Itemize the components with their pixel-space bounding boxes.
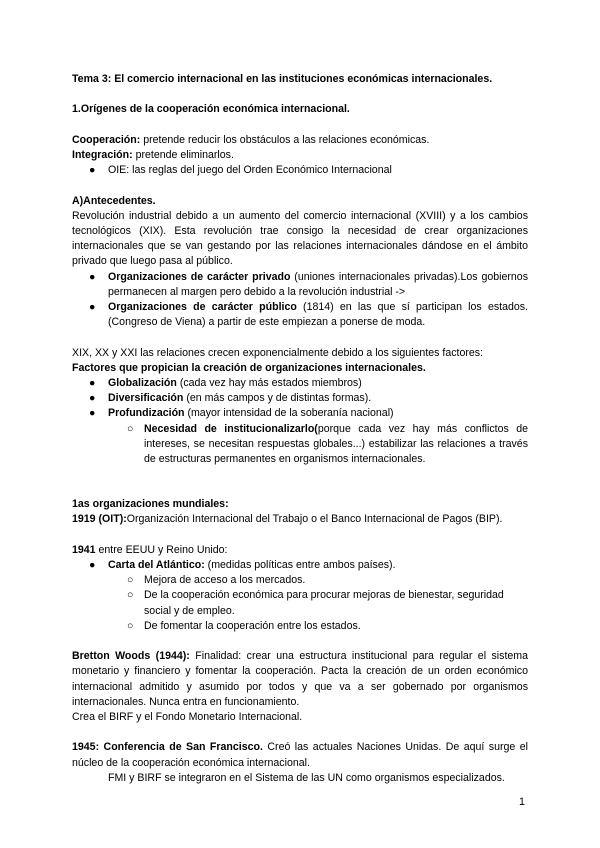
- list-item: [72, 163, 528, 178]
- definition-text: pretende reducir los obstáculos a las relaciones económicas.: [140, 133, 430, 146]
- sub-list-item: [72, 573, 528, 588]
- paragraph-san-francisco: [72, 740, 528, 770]
- list-item-bold: Profundización: [108, 407, 185, 420]
- entry-text: Organización Internacional del Trabajo o el Banco Internacional de Pagos (BIP).: [126, 513, 503, 526]
- factores-intro: XIX, XX y XXI las relaciones crecen exponencialmente debido a los siguientes factores:: [72, 346, 484, 359]
- list-item-text: (mayor intensidad de la soberanía nacional): [184, 407, 394, 420]
- list-item-text: (uniones internacionales privadas).Los gobiernos permanecen al margen pero debido a la revolución industrial ->: [108, 270, 528, 298]
- bullet-icon: ●: [89, 377, 96, 389]
- list-item-bold: Globalización: [108, 377, 177, 389]
- entry-1919: [72, 512, 528, 527]
- list-item: [72, 270, 528, 300]
- sub-list-item: [72, 422, 528, 468]
- hollow-bullet-icon: ○: [127, 574, 134, 587]
- section-heading-origins: 1.Orígenes de la cooperación económica internacional.: [72, 103, 350, 116]
- bullet-icon: ●: [89, 392, 96, 405]
- heading-antecedentes: A)Antecedentes.: [72, 194, 156, 207]
- paragraph-text: Finalidad: crear una estructura institucional para regular el sistema monetario y financiero y fomentar la cooperación. Pacta la creación de un orden económico internacional admitido y asumido por todos y que va a ser gobernado por organismos internacionales. Nunca entra en funcionamiento.: [72, 650, 528, 708]
- list-item-bold: Necesidad de institucionalizarlo(: [144, 422, 318, 435]
- list-item: [72, 558, 528, 573]
- list-item-bold: Organizaciones de carácter privado: [108, 270, 291, 283]
- definition-integracion: [72, 148, 528, 163]
- hollow-bullet-icon: ○: [127, 589, 134, 602]
- year-1919: 1919 (OIT):: [72, 513, 127, 526]
- bretton-woods-label: Bretton Woods (1944):: [72, 650, 190, 663]
- san-francisco-line2: FMI y BIRF se integraron en el Sistema de las UN como organismos especializados.: [108, 771, 505, 784]
- paragraph-antecedentes: Revolución industrial debido a un aumento del comercio internacional (XVIII) y a los cambios tecnológicos (XIX). Esta revolución trae consigo la necesidad de crear organizaciones internacionales que se van gestando por las relaciones internacionales dándose en el ámbito privado que luego pasa al público.: [72, 209, 528, 268]
- bretton-woods-line2: Crea el BIRF y el Fondo Monetario Internacional.: [72, 711, 303, 724]
- list-item-bold: Organizaciones de carácter público: [108, 301, 297, 313]
- san-francisco-label: 1945: Conferencia de San Francisco.: [72, 741, 263, 754]
- antecedentes-list: [72, 270, 528, 331]
- bullet-icon: ●: [89, 164, 96, 177]
- list-item-text: OIE: las reglas del juego del Orden Económico Internacional: [108, 164, 392, 177]
- list-item-text: De la cooperación económica para procurar mejoras de bienestar, seguridad social y de empleo.: [144, 589, 504, 617]
- list-item-text: Mejora de acceso a los mercados.: [144, 574, 306, 587]
- carta-list: [72, 558, 528, 634]
- oie-list: [72, 163, 528, 178]
- entry-text: entre EEUU y Reino Unido:: [95, 543, 228, 556]
- list-item: [72, 376, 528, 391]
- page-number: 1: [519, 796, 525, 808]
- term-integracion: Integración:: [72, 148, 133, 161]
- heading-factores: Factores que propician la creación de organizaciones internacionales.: [72, 361, 426, 374]
- list-item-text: porque cada vez hay más conflictos de intereses, se necesitan respuestas globales...) estabilizar las relaciones a través de estructuras permanentes en organismos internacionales.: [144, 422, 528, 466]
- list-item-text: De fomentar la cooperación entre los estados.: [144, 619, 361, 632]
- list-item-text: (cada vez hay más estados miembros): [176, 377, 362, 389]
- list-item-bold: Carta del Atlántico:: [108, 559, 205, 572]
- list-item-bold: Diversificación: [108, 392, 184, 405]
- sub-list-item: [72, 619, 528, 634]
- document-title: Tema 3: El comercio internacional en las instituciones económicas internacionales.: [72, 73, 493, 85]
- list-item-text: (en más campos y de distintas formas).: [183, 392, 372, 405]
- term-cooperacion: Cooperación:: [72, 133, 141, 146]
- bullet-icon: ●: [89, 559, 96, 572]
- definition-cooperacion: [72, 133, 528, 148]
- hollow-bullet-icon: ○: [127, 422, 134, 435]
- bullet-icon: ●: [89, 301, 96, 313]
- list-item-text: (medidas políticas entre ambos países).: [204, 559, 396, 572]
- hollow-bullet-icon: ○: [127, 619, 134, 632]
- list-item-text: (1814) en las que sí participan los estados. (Congreso de Viena) a partir de este empiezan a ponerse de moda.: [108, 301, 528, 329]
- sub-list-item: [72, 588, 528, 618]
- heading-mundiales: 1as organizaciones mundiales:: [72, 498, 229, 511]
- document-page: [72, 72, 528, 786]
- bullet-icon: ●: [89, 270, 96, 283]
- factores-list: [72, 376, 528, 467]
- entry-1941: [72, 543, 528, 558]
- paragraph-text: Creó las actuales Naciones Unidas. De aquí surge el núcleo de la cooperación económica internacional.: [72, 741, 528, 769]
- year-1941: 1941: [72, 543, 96, 556]
- list-item: [72, 300, 528, 330]
- definition-text: pretende eliminarlos.: [132, 148, 234, 161]
- paragraph-bretton-woods: [72, 649, 528, 710]
- list-item: [72, 406, 528, 421]
- bullet-icon: ●: [89, 407, 96, 420]
- list-item: [72, 391, 528, 406]
